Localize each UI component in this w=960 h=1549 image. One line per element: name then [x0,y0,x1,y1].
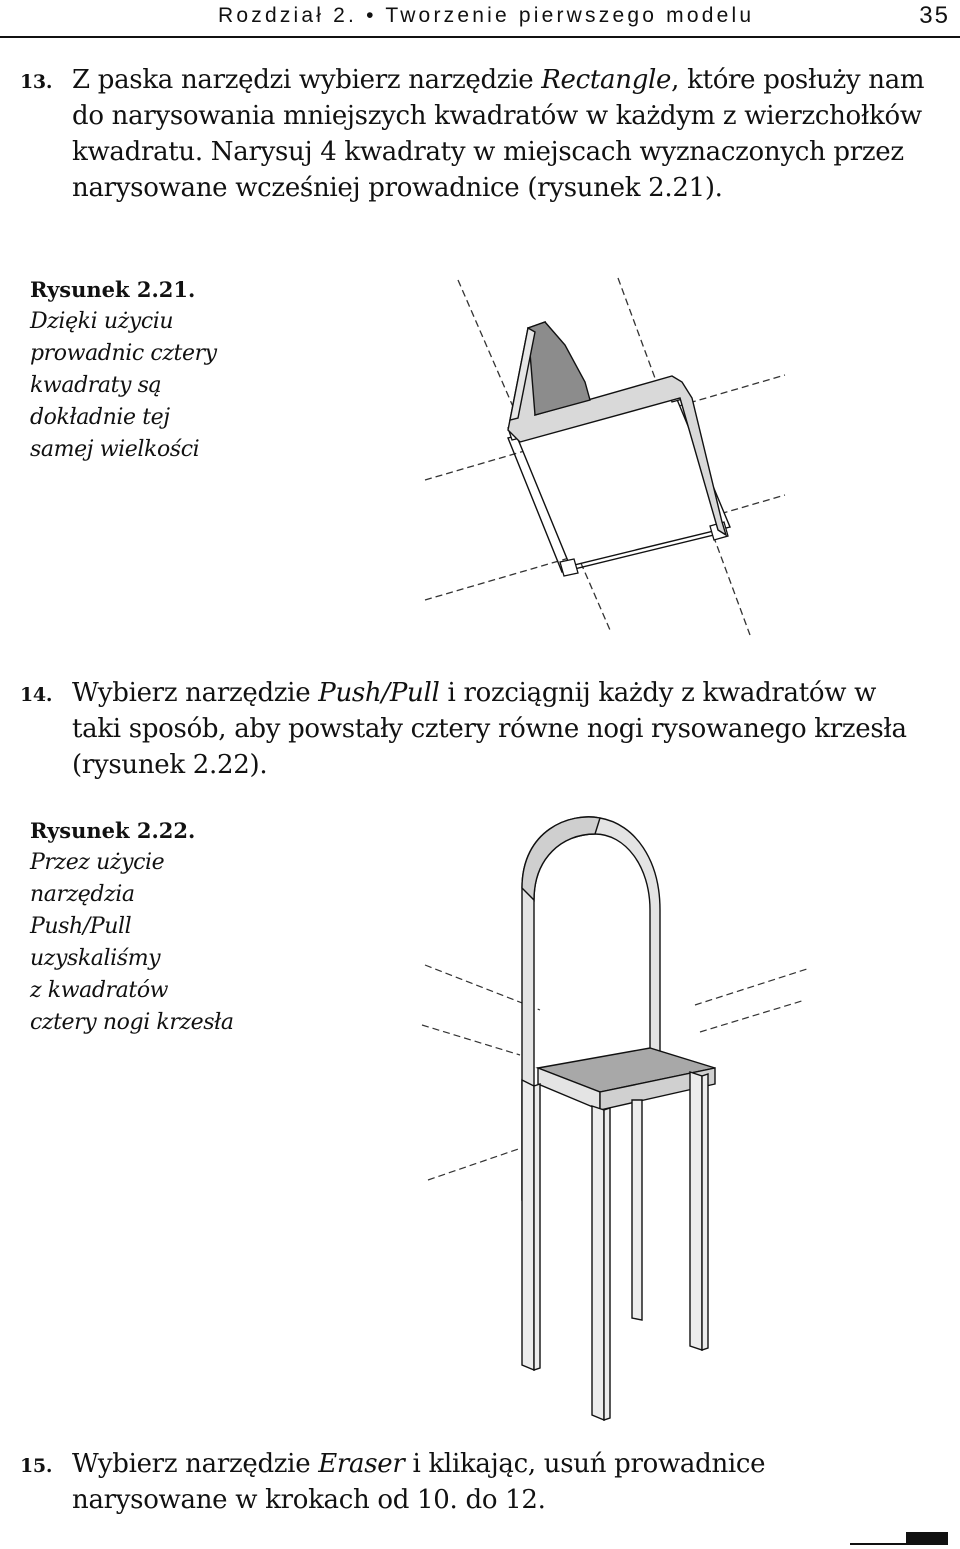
figure-title: Rysunek 2.21. [30,277,196,302]
chair-seat [538,1048,715,1110]
step-text-segment: i klikając, usuń prowadnice narysowane w krokach od 10. do 12. [72,1449,766,1515]
figure-2-21-caption [30,274,280,466]
step-15 [20,1446,925,1518]
chapter-title: Rozdział 2. • Tworzenie pierwszego modelu [218,4,755,27]
footer-end-mark [850,1530,950,1546]
step-text-segment: , które posłuży nam do narysowania mniejszych kwadratów w każdym z wierzchołków kwadratu. Narysuj 4 kwadraty w miejscach wyznaczonych przez narysowane wcześniej prowadnice (rysunek 2.21). [72,65,925,203]
figure-caption-text: Dzięki użyciu prowadnic cztery kwadraty są dokładnie tej samej wielkości [30,309,217,462]
step-text-segment: i rozciągnij każdy z kwadratów w taki sposób, aby powstały cztery równe nogi rysowanego krzesła (rysunek 2.22). [72,678,907,780]
step-text [72,675,925,783]
step-text [72,1446,925,1518]
step-text-segment: Z paska narzędzi wybierz narzędzie [72,65,542,95]
chair-legs [522,1072,708,1420]
tool-name-rectangle: Rectangle [541,65,672,95]
step-number: 13. [20,71,53,93]
tool-name-eraser: Eraser [318,1449,405,1479]
step-text-segment: Wybierz narzędzie [72,678,319,708]
step-text [72,62,925,206]
figure-2-22-drawing [410,810,830,1430]
page-number: 35 [919,2,950,29]
page-header [0,0,960,40]
step-text-segment: Wybierz narzędzie [72,1449,319,1479]
figure-2-21-drawing [400,270,800,650]
step-number: 15. [20,1455,53,1477]
header-divider [0,36,960,38]
figure-2-22-caption [30,815,280,1039]
figure-title: Rysunek 2.22. [30,818,196,843]
step-13 [20,62,925,206]
tool-name-push-pull: Push/Pull [318,678,440,708]
step-14 [20,675,925,783]
step-number: 14. [20,684,53,706]
figure-caption-text: Przez użycie narzędzia Push/Pull uzyskaliśmy z kwadratów cztery nogi krzesła [30,850,234,1035]
